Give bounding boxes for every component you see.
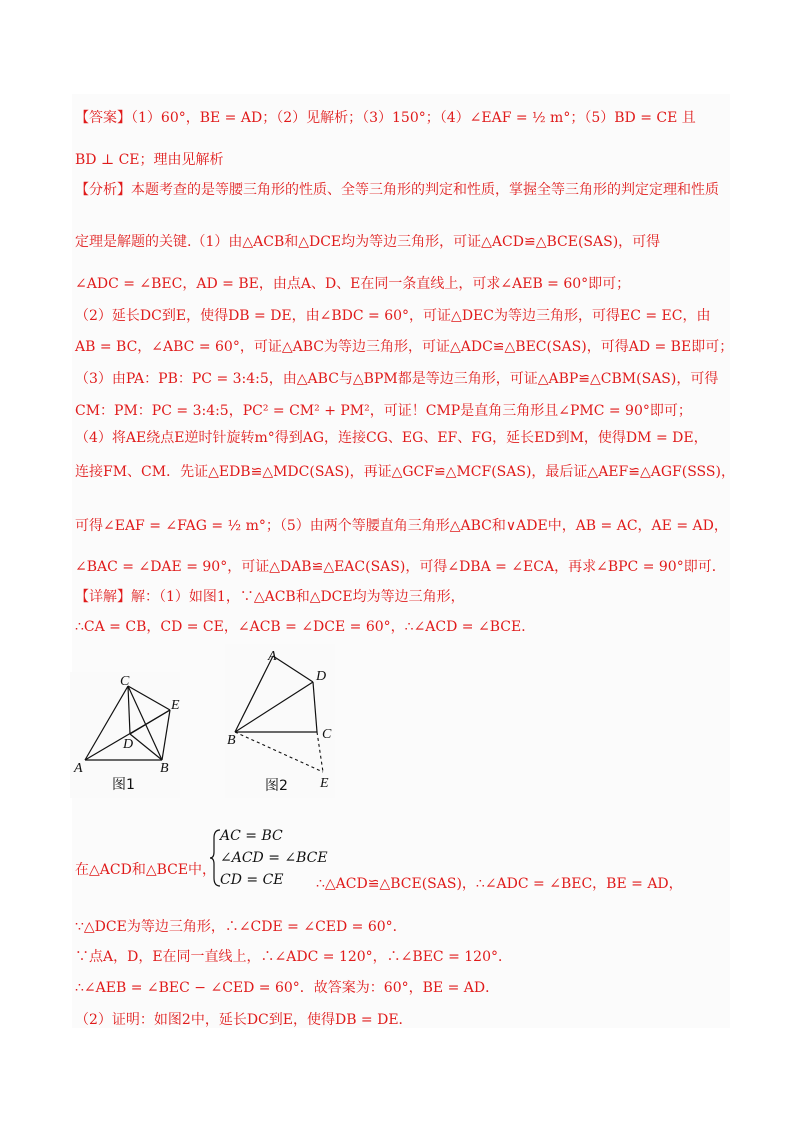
- fig1-label-e: E: [171, 698, 180, 713]
- system-eq-2: ∠ACD = ∠BCE: [220, 850, 328, 866]
- answer-line: 【答案】（1）60°，BE = AD；（2）见解析；（3）150°；（4）∠EAF = ½ m°；（5）BD = CE 且: [75, 110, 696, 126]
- analysis-line: （4）将AE绕点E逆时针旋转m°得到AG，连接CG、EG、EF、FG，延长ED到M，使得DM = DE，: [75, 430, 708, 446]
- system-eq-3: CD = CE: [220, 872, 284, 888]
- fig2-label-b: B: [227, 733, 236, 748]
- analysis-line: AB = BC，∠ABC = 60°，可证△ABC为等边三角形，可证△ADC≌△BEC(SAS)，可得AD = BE即可；: [75, 339, 734, 355]
- analysis-line: （2）延长DC到E，使得DB = DE，由∠BDC = 60°，可证△DEC为等边三角形，可得EC = EC，由: [75, 308, 711, 324]
- detail-line: ∵△DCE为等边三角形，∴∠CDE = ∠CED = 60°．: [75, 919, 407, 935]
- detail-line: ∴△ACD≌△BCE(SAS)，∴∠ADC = ∠BEC，BE = AD，: [316, 876, 683, 892]
- analysis-line: CM：PM：PC = 3:4:5，PC² = CM² + PM²，可证！CMP是直角三角形且∠PMC = 90°即可；: [75, 403, 692, 419]
- detail-line: 在△ACD和△BCE中，: [75, 862, 217, 878]
- fig1-label-a: A: [74, 761, 83, 776]
- analysis-line: 连接FM、CM．先证△EDB≌△MDC(SAS)，再证△GCF≌△MCF(SAS)，最后证△AEF≌△AGF(SSS)，: [75, 464, 735, 480]
- system-eq-1: AC = BC: [220, 828, 283, 844]
- fig2-label-c: C: [322, 727, 332, 742]
- answer-line-cont: BD ⊥ CE；理由见解析: [75, 152, 224, 168]
- analysis-line: ∠BAC = ∠DAE = 90°，可证△DAB≌△EAC(SAS)，可得∠DBA = ∠ECA，再求∠BPC = 90°即可．: [75, 559, 726, 575]
- fig1-label-c: C: [120, 674, 130, 689]
- figure-1: [70, 672, 180, 798]
- detail-line: ∴∠AEB = ∠BEC − ∠CED = 60°．故答案为：60°，BE = AD．: [75, 980, 500, 996]
- detail-line: （2）证明：如图2中，延长DC到E，使得DB = DE．: [75, 1012, 413, 1028]
- analysis-line: 可得∠EAF = ∠FAG = ½ m°；（5）由两个等腰直角三角形△ABC和∨ADE中，AB = AC，AE = AD，: [75, 518, 728, 534]
- fig2-label-d: D: [316, 669, 327, 684]
- analysis-line: 定理是解题的关键.（1）由△ACB和△DCE均为等边三角形，可证△ACD≌△BCE(SAS)，可得: [75, 234, 661, 250]
- figure-1-drawing: [70, 672, 180, 798]
- figure-2-drawing: [225, 644, 335, 798]
- analysis-line: ∠ADC = ∠BEC，AD = BE，由点A、D、E在同一条直线上，可求∠AEB = 60°即可；: [75, 276, 631, 292]
- analysis-heading-line: 【分析】本题考查的是等腰三角形的性质、全等三角形的判定和性质，掌握全等三角形的判定定理和性质: [75, 182, 719, 198]
- fig2-label-a: A: [268, 649, 277, 664]
- analysis-line: （3）由PA：PB：PC = 3:4:5，由△ABC与△BPM都是等边三角形，可证△ABP≌△CBM(SAS)，可得: [75, 371, 719, 387]
- fig2-label-e: E: [320, 776, 329, 791]
- fig1-caption: 图1: [112, 777, 135, 793]
- detail-line: ∵点A，D，E在同一直线上，∴∠ADC = 120°，∴∠BEC = 120°．: [75, 949, 512, 965]
- detail-line: ∴CA = CB，CD = CE，∠ACB = ∠DCE = 60°，∴∠ACD = ∠BCE．: [75, 619, 536, 635]
- fig2-caption: 图2: [265, 778, 288, 794]
- fig1-label-d: D: [123, 737, 134, 752]
- detail-heading-line: 【详解】解：（1）如图1，∵△ACB和△DCE均为等边三角形，: [75, 589, 465, 605]
- fig1-label-b: B: [160, 761, 169, 776]
- figure-2: [225, 644, 335, 798]
